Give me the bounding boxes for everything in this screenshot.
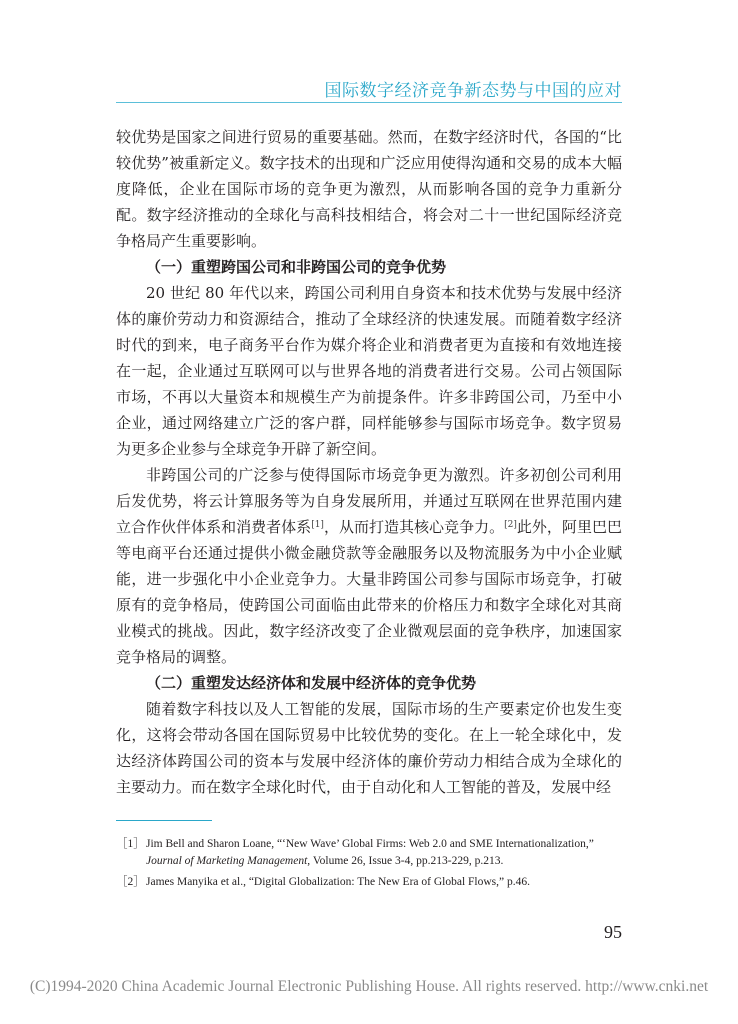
- paragraph: 随着数字科技以及人工智能的发展，国际市场的生产要素定价也发生变化，这将会带动各国在国际贸易中比较优势的变化。在上一轮全球化中，发达经济体跨国公司的资本与发展中经济体的廉价劳动力相结合成为全球化的主要动力。而在数字全球化时代，由于自动化和人工智能的普及，发展中经: [116, 700, 622, 796]
- footnote-text: Jim Bell and Sharon Loane, “‘New Wave’ Global Firms: Web 2.0 and SME Internationalization,”: [146, 838, 594, 850]
- article-body: [116, 124, 622, 800]
- footnote-text: , Volume 26, Issue 3-4, pp.213-229, p.213.: [307, 855, 504, 867]
- footnote-text: James Manyika et al., “Digital Globalization: The New Era of Global Flows,” p.46.: [146, 876, 530, 888]
- footnote: [116, 836, 628, 870]
- footnote-ref[interactable]: [1]: [311, 520, 324, 530]
- footnote-number: ［2］: [116, 876, 145, 888]
- section-heading: （二）重塑发达经济体和发展中经济体的竞争优势: [146, 674, 477, 692]
- running-title: 国际数字经济竞争新态势与中国的应对: [324, 81, 622, 101]
- copyright-notice: (C)1994-2020 China Academic Journal Electronic Publishing House. All rights reserved. http://www.cnki.net: [29, 978, 709, 995]
- footnote: [116, 874, 628, 891]
- footnote-rule: [116, 820, 212, 821]
- footnotes: [116, 836, 628, 895]
- footnote-ref[interactable]: [2]: [504, 520, 517, 530]
- paragraph: [116, 462, 622, 670]
- paragraph: 较优势是国家之间进行贸易的重要基础。然而，在数字经济时代，各国的“比较优势”被重新定义。数字技术的出现和广泛应用使得沟通和交易的成本大幅度降低，企业在国际市场的竞争更为激烈，从而影响各国的竞争力重新分配。数字经济推动的全球化与高科技相结合，将会对二十一世纪国际经济竞争格局产生重要影响。: [116, 128, 622, 250]
- page-number: 95: [604, 922, 622, 942]
- journal-title: Journal of Marketing Management: [146, 855, 308, 867]
- header-rule: [116, 102, 622, 103]
- paragraph-text: 非跨国公司的广泛参与使得国际市场竞争更为激烈。许多初创公司利用后发优势，将云计算服务等为自身发展所用，并通过互联网在世界范围内建立合作伙伴体系和消费者体系: [116, 466, 622, 536]
- paragraph: 20 世纪 80 年代以来，跨国公司利用自身资本和技术优势与发展中经济体的廉价劳动力和资源结合，推动了全球经济的快速发展。而随着数字经济时代的到来，电子商务平台作为媒介将企业和消费者更为直接和有效地连接在一起，企业通过互联网可以与世界各地的消费者进行交易。公司占领国际市场，不再以大量资本和规模生产为前提条件。许多非跨国公司，乃至中小企业，通过网络建立广泛的客户群，同样能够参与国际市场竞争。数字贸易为更多企业参与全球竞争开辟了新空间。: [116, 284, 622, 458]
- footnote-number: ［1］: [116, 838, 145, 850]
- paragraph-text: ，从而打造其核心竞争力。: [323, 518, 505, 536]
- paragraph-text: 此外，阿里巴巴等电商平台还通过提供小微金融贷款等金融服务以及物流服务为中小企业赋能，进一步强化中小企业竞争力。大量非跨国公司参与国际市场竞争，打破原有的竞争格局，使跨国公司面临由此带来的价格压力和数字全球化对其商业模式的挑战。因此，数字经济改变了企业微观层面的竞争秩序，加速国家竞争格局的调整。: [116, 518, 622, 666]
- section-heading: （一）重塑跨国公司和非跨国公司的竞争优势: [146, 258, 447, 276]
